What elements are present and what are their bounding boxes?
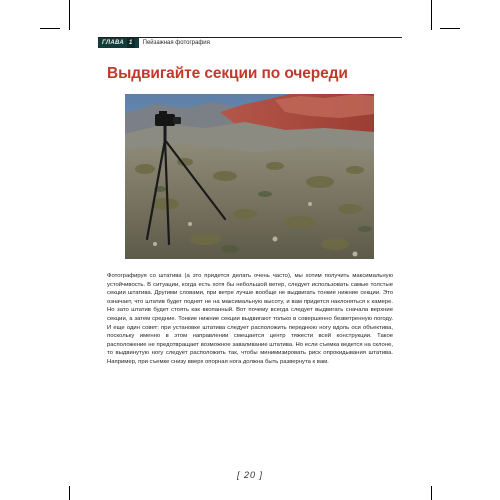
running-header xyxy=(98,37,402,48)
crop-mark xyxy=(431,0,432,30)
article-paragraph: Фотографируя со штатива (а это придется делать очень часто), мы хотим получить максимальную устойчивость. В ситуации, когда есть хотя бы небольшой ветер, следует использовать самые толстые секции штатива. Другими словами, при ветре лучше вообще не выдвигать тонкие нижние секции. Это означает, что штатив будет поднят не на максимальную высоту, и вам придется наклоняться к камере. Но зато штатив будет стоять как вкопанный. Вот почему всегда следует выдвигать сначала верхние секции, а затем средние. Тонкие нижние секции выдвигают только в совершенно безветренную погоду. И еще один совет: при установке штатива следует расположить переднюю ногу вдоль оси объектива, поскольку именно в этом направлении смещается центр тяжести всей конструкции. Такое расположение не предотвращает возможное заваливание штатива. Но если съемка ведется на склоне, то выдвинутую ногу следует расположить так, чтобы минимизировать риск опрокидывания штатива. Например, при съемке снизу вверх опорная нога должна быть развернута к вам. xyxy=(107,273,393,365)
landscape-photo xyxy=(125,94,374,259)
section-title: Пейзажная фотография xyxy=(142,40,210,46)
tripod-landscape-image xyxy=(125,94,374,259)
crop-mark xyxy=(431,486,432,500)
chapter-label: ГЛАВА xyxy=(102,40,124,46)
crop-mark xyxy=(69,0,70,30)
crop-mark xyxy=(440,28,460,29)
crop-mark xyxy=(69,486,70,500)
article-heading: Выдвигайте секции по очереди xyxy=(107,65,348,82)
chapter-badge xyxy=(98,38,139,48)
crop-mark xyxy=(40,28,60,29)
chapter-number: 1 xyxy=(129,40,133,46)
page-number: [ 20 ] xyxy=(236,470,263,480)
